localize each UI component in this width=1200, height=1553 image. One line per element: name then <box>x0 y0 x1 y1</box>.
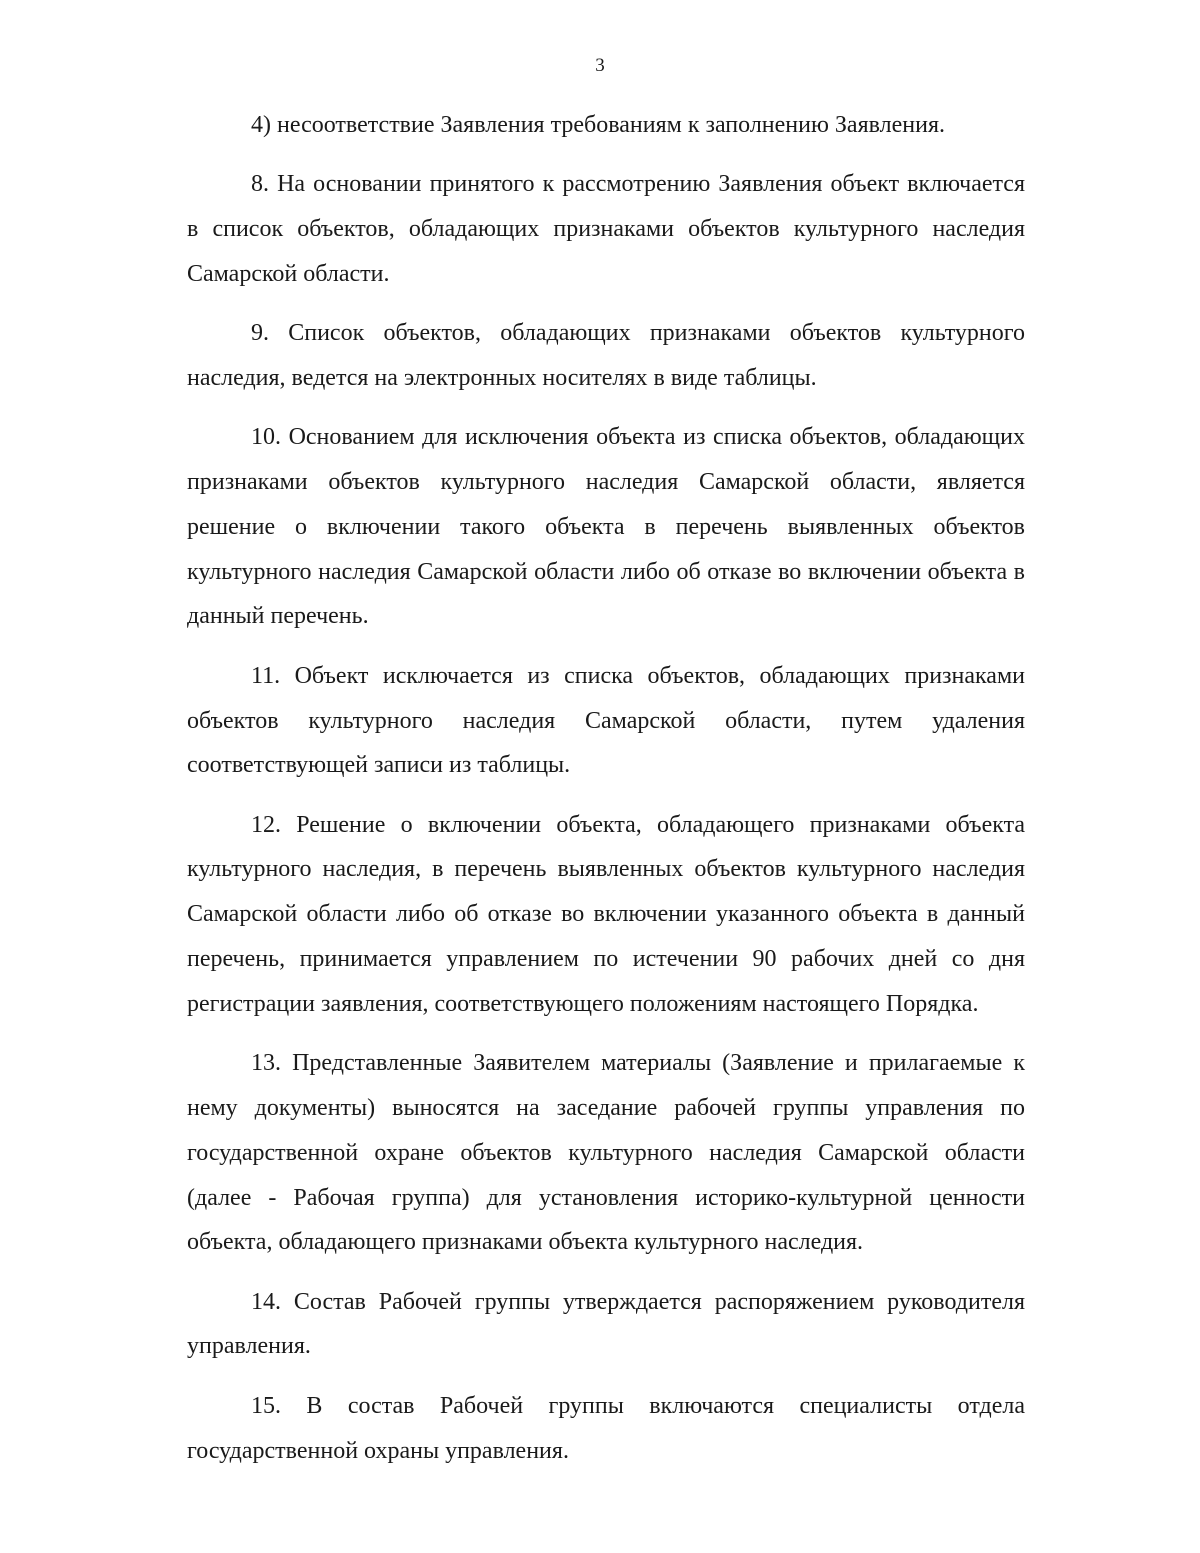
paragraph-9: 9. Список объектов, обладающих признаками объектов культурного наследия, ведется на электронных носителях в виде таблицы. <box>187 320 1025 391</box>
paragraph-8: 8. На основании принятого к рассмотрению Заявления объект включается в список объектов, обладающих признаками объектов культурного наследия Самарской области. <box>187 171 1025 287</box>
paragraph-13: 13. Представленные Заявителем материалы (Заявление и прилагаемые к нему документы) выносятся на заседание рабочей группы управления по государственной охране объектов культурного наследия Самарской области (далее - Рабочая группа) для установления историко-культурной ценности объекта, обладающего признаками объекта культурного наследия. <box>187 1050 1025 1256</box>
paragraph-11: 11. Объект исключается из списка объектов, обладающих признаками объектов культурного наследия Самарской области, путем удаления соответствующей записи из таблицы. <box>187 662 1025 779</box>
paragraph-15: 15. В состав Рабочей группы включаются специалисты отдела государственной охраны управления. <box>187 1392 1025 1464</box>
paragraph-12: 12. Решение о включении объекта, обладающего признаками объекта культурного наследия, в перечень выявленных объектов культурного наследия Самарской области либо об отказе во включении указанного объекта в данный перечень, принимается управлением по истечении 90 рабочих дней со дня регистрации заявления, соответствующего положениям настоящего Порядка. <box>187 811 1025 1017</box>
paragraph-10: 10. Основанием для исключения объекта из списка объектов, обладающих признаками объектов культурного наследия Самарской области, является решение о включении такого объекта в перечень выявленных объектов культурного наследия Самарской области либо об отказе во включении объекта в данный перечень. <box>187 424 1025 630</box>
document-body <box>187 103 1025 1488</box>
page-number: 3 <box>595 55 605 76</box>
paragraph-item-4: 4) несоответствие Заявления требованиям к заполнению Заявления. <box>251 112 945 138</box>
paragraph-14: 14. Состав Рабочей группы утверждается распоряжением руководителя управления. <box>187 1288 1025 1360</box>
